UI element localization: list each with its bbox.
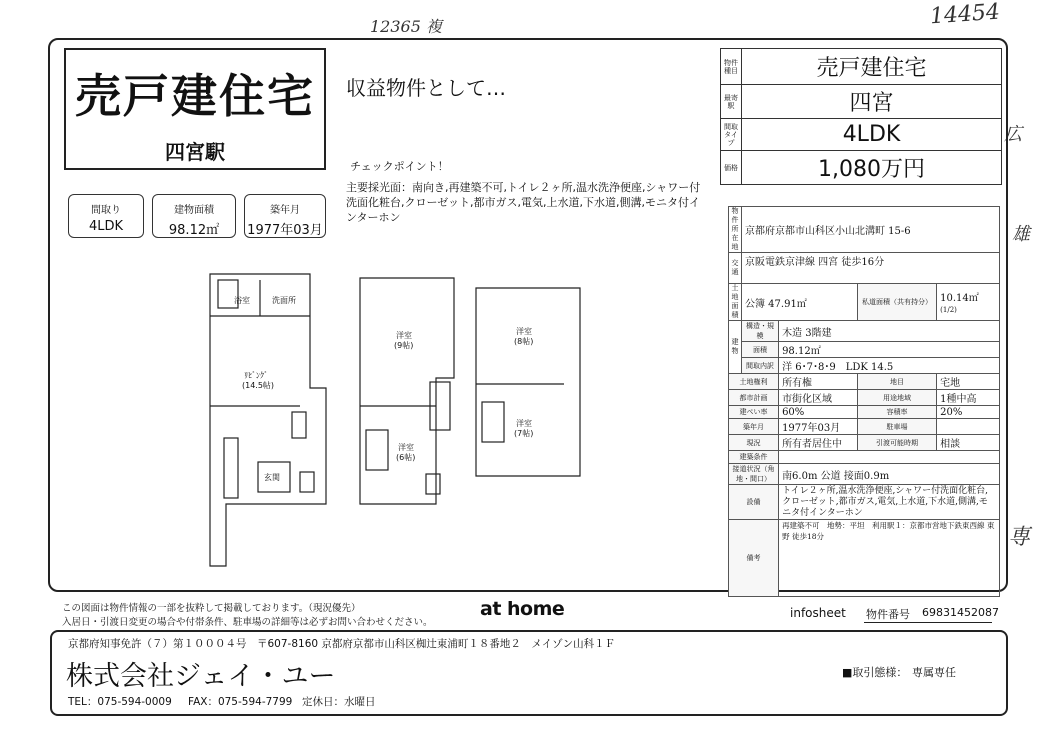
detail-label: 物件所在地	[729, 207, 742, 253]
checkpoint-body: 主要採光面：南向き,再建築不可,トイレ２ヶ所,温水洗浄便座,シャワー付洗面化粧台,クローゼット,都市ガス,電気,上水道,下水道,側溝,モニタ付インターホン	[346, 181, 701, 224]
detail-label: 駐車場	[857, 419, 936, 435]
spec-label: 建物面積	[174, 205, 214, 216]
checkpoint-heading: チェックポイント！	[350, 160, 449, 173]
detail-label: 都市計画	[729, 390, 779, 406]
notice-text-2: 入居日・引渡日変更の場合や付帯条件、駐車場の詳細等は必ずお問い合わせください。	[62, 617, 433, 628]
property-number-label: 物件番号	[866, 608, 910, 621]
detail-label: 土地面積	[729, 284, 742, 321]
summary-value-layout: 4LDK	[742, 119, 1002, 151]
spec-value: 4LDK	[88, 219, 124, 234]
handwritten-id-note: 14454	[929, 0, 1001, 30]
detail-label: 間取内訳	[742, 358, 779, 374]
entrance-label: 玄関	[264, 473, 280, 482]
handwritten-side-note: 広	[1004, 124, 1022, 145]
detail-label: 構造・規模	[742, 321, 779, 342]
handwritten-ref-note: 12365 複	[370, 17, 442, 36]
property-number: 69831452087	[922, 606, 999, 619]
detail-area: 98.12㎡	[779, 342, 1000, 358]
notice-text: この図面は物件情報の一部を抜粋して掲載しております。（現況優先）	[62, 603, 361, 614]
detail-label: 交通	[729, 253, 742, 284]
summary-table	[720, 48, 1002, 185]
summary-value-type: 売戸建住宅	[742, 49, 1002, 85]
detail-remarks: 再建築不可 地勢：平坦 利用駅１：京都市営地下鉄東西線 東野 徒歩18分	[779, 520, 1000, 597]
deal-type-label: ■取引態様：	[842, 666, 908, 679]
detail-condition	[779, 451, 1000, 464]
infosheet-label: infosheet	[790, 606, 846, 620]
summary-value-station: 四宮	[742, 85, 1002, 119]
company-box	[50, 630, 1008, 716]
spec-value: 1977年03月	[247, 223, 323, 238]
spec-value: 98.12㎡	[168, 223, 220, 238]
floor-plan	[200, 266, 606, 570]
room-size-2f-south: (6帖)	[396, 453, 416, 462]
detail-address: 京都府京都市山科区小山北溝町 15-6	[742, 207, 1000, 253]
detail-city-plan: 市街化区域	[779, 390, 858, 406]
detail-label: 用途地域	[857, 390, 936, 406]
detail-label: 土地権利	[729, 374, 779, 390]
company-license: 京都府知事免許（７）第１０００４号 〒607-8160 京都府京都市山科区椥辻東浦町１８番地２ メイゾン山科１Ｆ	[68, 638, 616, 650]
handwritten-side-note-3: 専	[1008, 525, 1031, 550]
summary-label: 最寄駅	[721, 85, 742, 119]
listing-title: 売戸建住宅	[75, 69, 315, 123]
summary-value-price: 1,080万円	[742, 151, 1002, 185]
detail-zoning: 1種中高	[937, 390, 1000, 406]
detail-private-road	[937, 284, 1000, 321]
detail-label: 地目	[857, 374, 936, 390]
spec-layout	[68, 194, 144, 238]
spec-label: 築年月	[270, 205, 300, 216]
private-road-area: 10.14㎡	[940, 293, 979, 304]
room-label-3f-north: 洋室	[516, 327, 532, 336]
private-road-share: (1/2)	[940, 306, 957, 314]
bath-label: 浴室	[234, 296, 250, 305]
deal-type: 専属専任	[912, 666, 956, 679]
spec-label: 間取り	[91, 205, 121, 216]
property-number-underline	[864, 622, 992, 623]
detail-label: 現況	[729, 435, 779, 451]
room-label-2f-south: 洋室	[398, 443, 414, 452]
details-table	[728, 206, 1000, 597]
athome-logo: at home	[480, 598, 565, 620]
detail-land-type: 宅地	[937, 374, 1000, 390]
detail-label: 私道面積（共有持分）	[857, 284, 936, 321]
detail-label: 容積率	[857, 406, 936, 419]
detail-status: 所有者居住中	[779, 435, 858, 451]
room-size-3f-south: (7帖)	[514, 429, 534, 438]
room-label-2f-north: 洋室	[396, 331, 412, 340]
detail-label: 備考	[729, 520, 779, 597]
detail-label: 建築条件	[729, 451, 779, 464]
detail-label: 建物	[729, 321, 742, 374]
station-name: 四宮駅	[165, 140, 225, 164]
company-holiday: 定休日：水曜日	[302, 696, 376, 708]
catch-copy: 収益物件として…	[346, 76, 506, 100]
spec-built	[244, 194, 326, 238]
washroom-label: 洗面所	[272, 296, 296, 305]
title-box	[64, 48, 326, 170]
detail-label: 建ぺい率	[729, 406, 779, 419]
summary-label: 間取タイプ	[721, 119, 742, 151]
summary-label: 価格	[721, 151, 742, 185]
detail-structure: 木造 3階建	[779, 321, 1000, 342]
detail-label: 設備	[729, 485, 779, 520]
detail-layout: 洋 6･7･8･9 LDK 14.5	[779, 358, 1000, 374]
detail-label: 接道状況（角地・間口）	[729, 464, 779, 485]
summary-label: 物件種目	[721, 49, 742, 85]
company-tel: TEL：075-594-0009	[68, 696, 172, 708]
detail-parking	[937, 419, 1000, 435]
detail-coverage: 60%	[779, 406, 858, 419]
detail-label: 築年月	[729, 419, 779, 435]
company-fax: FAX：075-594-7799	[188, 696, 293, 708]
detail-far: 20%	[937, 406, 1000, 419]
detail-equipment: トイレ２ヶ所,温水洗浄便座,シャワー付洗面化粧台,クローゼット,都市ガス,電気,上水道,下水道,側溝,モニタ付インターホン	[779, 485, 1000, 520]
detail-road: 南6.0m 公道 接面0.9m	[779, 464, 1000, 485]
room-size-2f-north: (9帖)	[394, 341, 414, 350]
handwritten-side-note-2: 雄	[1012, 224, 1030, 245]
living-label: ﾘﾋﾞﾝｸﾞ	[244, 371, 268, 380]
detail-traffic: 京阪電鉄京津線 四宮 徒歩16分	[742, 253, 1000, 284]
detail-built: 1977年03月	[779, 419, 858, 435]
detail-label: 面積	[742, 342, 779, 358]
room-size-3f-north: (8帖)	[514, 337, 534, 346]
room-label-3f-south: 洋室	[516, 419, 532, 428]
detail-label: 引渡可能時期	[857, 435, 936, 451]
detail-land-area: 公簿 47.91㎡	[742, 284, 858, 321]
company-name: 株式会社ジェイ・ユー	[66, 661, 336, 692]
detail-handover: 相談	[937, 435, 1000, 451]
detail-land-right: 所有権	[779, 374, 858, 390]
spec-building-area	[152, 194, 236, 238]
living-size-label: (14.5帖)	[242, 381, 275, 390]
